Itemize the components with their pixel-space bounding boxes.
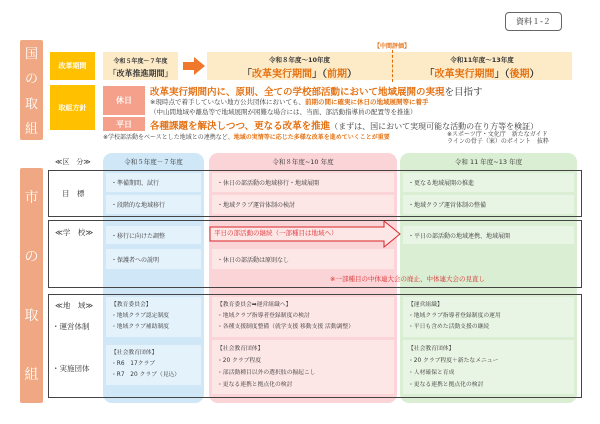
- national-section-label: [20, 40, 43, 140]
- label-char: 取: [24, 307, 39, 324]
- region-label: ≪地 域≫: [55, 301, 94, 310]
- period-years: 令和８年度～10年度: [268, 56, 331, 64]
- holiday-note2: （中山間地域や離島等で地域展開が困難な場合には、当面、部活動指導員の配置等を推進）: [150, 108, 417, 116]
- operations-label: ・運営体制: [52, 322, 90, 331]
- label-char: の: [24, 72, 38, 87]
- ops-cell: 【教育委員会】 ・地域クラブ認定制度 ・地域クラブ補助制度: [106, 297, 201, 337]
- org-cell: 【社会教育団体】 ・20 クラブ程度 ・部活動種目以外の選択肢の掘起こし ・更なる連携と拠点化の検討: [212, 340, 394, 394]
- label-char: 取: [24, 97, 38, 112]
- org-cell: 【社会教育団体】 ・20 クラブ程度＋新たなメニュー ・人材確保と育成 ・更なる連携と拠点化の検討: [403, 340, 574, 394]
- goal-label: 目 標: [62, 189, 85, 198]
- city-section-label: [20, 168, 43, 403]
- category-label: ≪区 分≫: [55, 158, 91, 166]
- ops-cell: 【運営組織】 ・地域クラブ指導者登録制度の運用 ・平日も含めた活動支援の継続: [403, 297, 574, 337]
- ops-cell: 【教育委員会➡運営組織へ】 ・地域クラブ指導者登録制度の検討 ・各種支援制度整備（就学支援 移動支援 活動調整）: [212, 297, 394, 337]
- midterm-divider: [392, 50, 393, 82]
- weekday-continuation-text: 平日の部活動の継続（一部種目は地域へ）: [214, 229, 338, 237]
- organizations-label: ・実施団体: [52, 364, 90, 373]
- goal-cell: ・地域クラブ運営体制の整備: [403, 195, 574, 214]
- school-cell: ・休日の部活動は原則なし: [212, 249, 394, 269]
- holiday-note1: ※現時点で着手していない地方公共団体においても、前期の間に確実に休日の地域展開等に着手: [150, 98, 429, 106]
- period-early: 令和８年度～10年度 「改革実行期間」（前期）: [207, 52, 392, 80]
- school-cell: ・保護者への説明: [106, 249, 201, 269]
- label-char: 国: [24, 47, 38, 62]
- label-char: の: [24, 249, 39, 266]
- goal-cell: ・休日の部活動の地域移行・地域展開: [212, 173, 394, 192]
- goal-cell: ・準備期間、試行: [106, 173, 201, 192]
- competition-note: ※一部種目の中体連大会の廃止、中体連大会の見直し: [330, 275, 485, 283]
- org-cell: 【社会教育団体】 ・R6 17クラブ ・R7 20 クラブ（見込）: [106, 345, 201, 385]
- arrow-right-icon: [183, 57, 205, 75]
- goal-cell: ・段階的な地域移行: [106, 195, 201, 214]
- weekday-main: 各種課題を解決しつつ、更なる改革を推進（まずは、国において実現可能な活動の在り方等を検証）: [150, 121, 539, 132]
- diversity-note: ※学校部活動をベースとした地域との連携など、地域の実情等に応じた多様な改革を進めていくことが重要: [103, 134, 390, 141]
- period-years: 令和11年度～13年度: [450, 56, 514, 64]
- source-note: ※スポーツ庁・文化庁 新たなガイド ラインの骨子（案）のポイント 抜粋: [447, 131, 549, 145]
- period-name: 「改革推進期間」: [108, 69, 173, 78]
- reform-period-label: 改革期間: [50, 52, 95, 80]
- label-char: 組: [24, 366, 39, 383]
- column-header: 令和 11 年度~13 年度: [454, 158, 523, 166]
- label-char: 組: [24, 122, 38, 137]
- period-name: 改革実行期間: [252, 69, 312, 80]
- school-label: ≪学 校≫: [55, 228, 94, 237]
- document-id: 資料１-２: [505, 12, 562, 31]
- midterm-label: 【中間評価】: [374, 43, 411, 50]
- policy-label: 取組方針: [50, 85, 95, 130]
- school-cell: ・移行に向けた調整: [106, 226, 201, 244]
- goal-cell: ・地域クラブ運営体制の検討: [212, 195, 394, 214]
- holiday-main: 改革実行期間内に、原則、全ての学校部活動において地域展開の実現を目指す: [150, 87, 483, 98]
- label-char: 市: [24, 190, 39, 207]
- column-header: 令和８年度~10 年度: [272, 158, 334, 166]
- holiday-label: 休日: [103, 86, 145, 115]
- column-header: 令和５年度－７年度: [124, 158, 183, 166]
- school-cell: ・平日の部活動の地域連携、地域展開: [403, 226, 574, 244]
- period-years: 令和５年度～７年度: [113, 58, 168, 65]
- weekday-label: 平日: [103, 117, 145, 131]
- goal-cell: ・更なる地域展開の推進: [403, 173, 574, 192]
- period-promotion: [103, 52, 178, 80]
- period-late: 令和11年度～13年度 「改革実行期間」（後期）: [392, 52, 572, 80]
- period-name: 改革実行期間: [434, 69, 495, 80]
